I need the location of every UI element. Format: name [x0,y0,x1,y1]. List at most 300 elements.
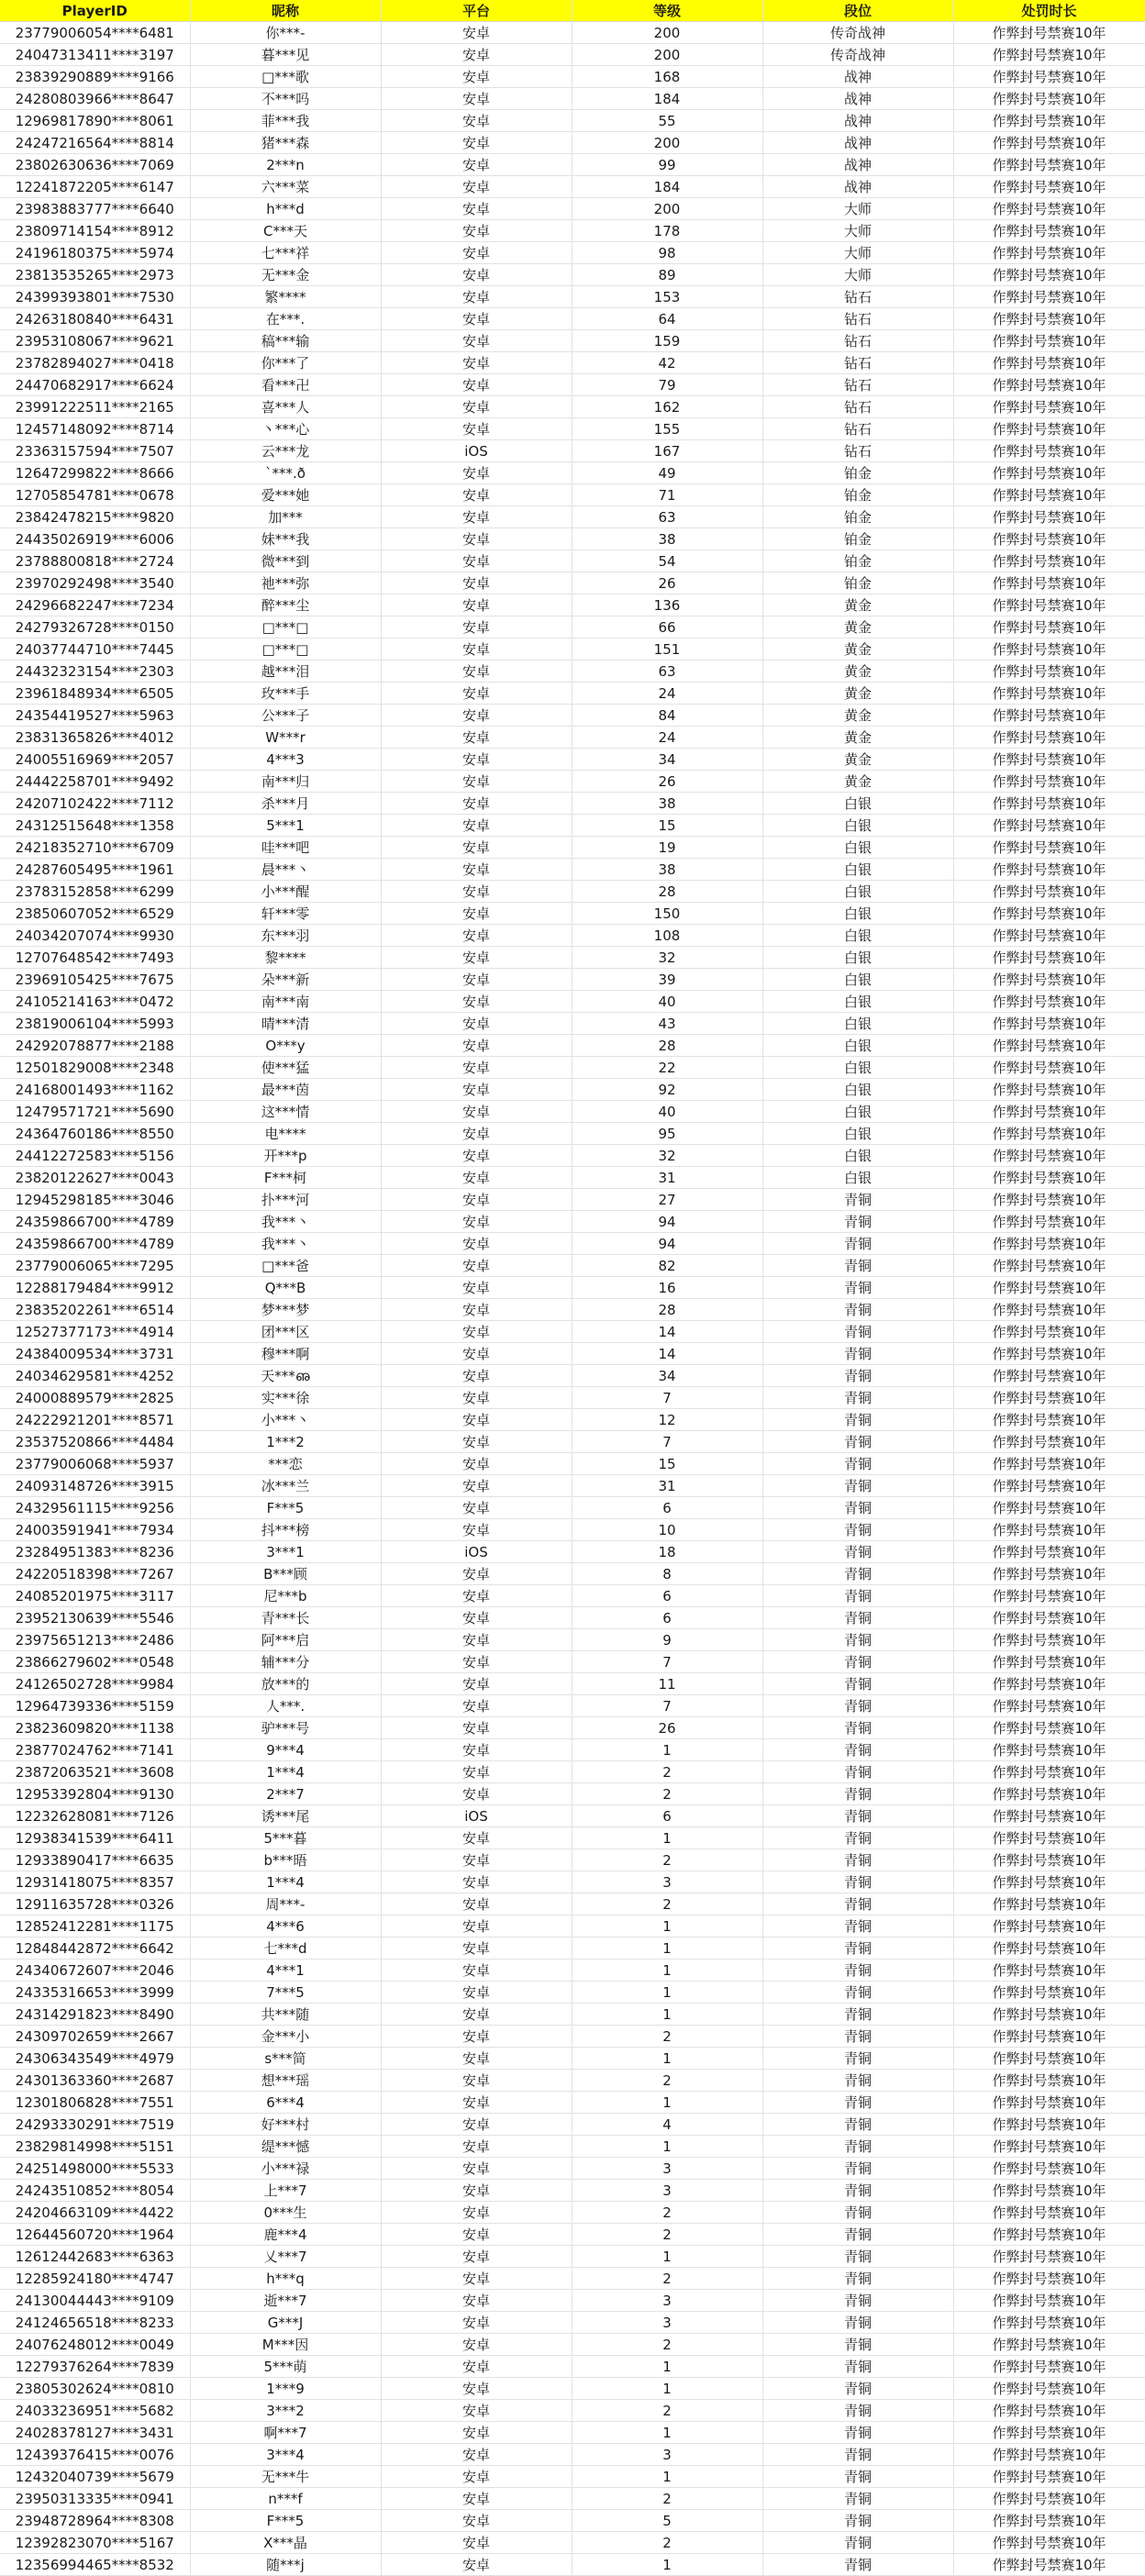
cell-platform: 安卓 [381,947,572,969]
cell-rank: 钻石 [762,330,953,352]
cell-playerid: 23820122627****0043 [0,1167,190,1189]
cell-level: 2 [572,1761,762,1783]
cell-nickname: 9***4 [190,1739,381,1761]
cell-level: 2 [572,2070,762,2092]
table-row [0,1255,1145,1277]
cell-level: 200 [572,132,762,154]
cell-nickname: 1***4 [190,1761,381,1783]
cell-platform: 安卓 [381,1365,572,1387]
table-row [0,1145,1145,1167]
cell-playerid: 24359866700****4789 [0,1211,190,1233]
cell-playerid: 24000889579****2825 [0,1387,190,1409]
cell-rank: 白银 [762,969,953,991]
cell-level: 200 [572,44,762,66]
cell-level: 79 [572,374,762,396]
table-row [0,881,1145,903]
cell-nickname: 4***3 [190,749,381,771]
cell-penalty: 作弊封号禁赛10年 [953,1982,1145,2004]
cell-rank: 铂金 [762,528,953,550]
cell-penalty: 作弊封号禁赛10年 [953,2312,1145,2334]
cell-level: 32 [572,1145,762,1167]
cell-penalty: 作弊封号禁赛10年 [953,22,1145,44]
cell-penalty: 作弊封号禁赛10年 [953,220,1145,242]
cell-playerid: 12232628081****7126 [0,1805,190,1827]
cell-platform: 安卓 [381,2224,572,2246]
table-row [0,969,1145,991]
cell-rank: 青铜 [762,1651,953,1673]
cell-platform: 安卓 [381,418,572,440]
cell-level: 98 [572,242,762,264]
cell-playerid: 23991222511****2165 [0,396,190,418]
cell-nickname: 7***5 [190,1982,381,2004]
cell-level: 2 [572,1783,762,1805]
cell-level: 2 [572,2334,762,2356]
cell-rank: 青铜 [762,2334,953,2356]
cell-nickname: 无***金 [190,264,381,286]
table-row [0,2444,1145,2466]
cell-rank: 战神 [762,132,953,154]
cell-rank: 青铜 [762,2268,953,2290]
cell-playerid: 24293330291****7519 [0,2114,190,2136]
cell-playerid: 24432323154****2303 [0,661,190,683]
cell-nickname: 妹***我 [190,528,381,550]
cell-playerid: 23823609820****1138 [0,1717,190,1739]
cell-rank: 青铜 [762,1761,953,1783]
cell-penalty: 作弊封号禁赛10年 [953,1717,1145,1739]
cell-playerid: 23779006065****7295 [0,1255,190,1277]
cell-nickname: 爱***她 [190,484,381,506]
cell-platform: 安卓 [381,1695,572,1717]
cell-rank: 白银 [762,1057,953,1079]
cell-rank: 钻石 [762,418,953,440]
cell-level: 3 [572,2158,762,2180]
cell-penalty: 作弊封号禁赛10年 [953,1805,1145,1827]
cell-level: 184 [572,88,762,110]
cell-playerid: 24279326728****0150 [0,616,190,638]
table-row [0,1431,1145,1453]
table-row [0,1519,1145,1541]
cell-penalty: 作弊封号禁赛10年 [953,1585,1145,1607]
cell-playerid: 24126502728****9984 [0,1673,190,1695]
cell-nickname: 六***菜 [190,176,381,198]
table-row [0,2136,1145,2158]
cell-penalty: 作弊封号禁赛10年 [953,1893,1145,1915]
cell-rank: 白银 [762,1123,953,1145]
cell-nickname: s***简 [190,2048,381,2070]
table-row [0,1915,1145,1938]
cell-playerid: 23779006068****5937 [0,1453,190,1475]
cell-rank: 青铜 [762,2092,953,2114]
column-header-nickname[interactable]: 昵称 [190,0,381,22]
cell-nickname: 杀***月 [190,793,381,815]
cell-penalty: 作弊封号禁赛10年 [953,2180,1145,2202]
cell-platform: 安卓 [381,220,572,242]
cell-level: 64 [572,308,762,330]
table-row [0,1475,1145,1497]
cell-playerid: 12285924180****4747 [0,2268,190,2290]
cell-penalty: 作弊封号禁赛10年 [953,198,1145,220]
cell-rank: 白银 [762,947,953,969]
table-row [0,484,1145,506]
cell-playerid: 24309702659****2667 [0,2026,190,2048]
cell-nickname: 1***9 [190,2378,381,2400]
cell-nickname: 团***区 [190,1321,381,1343]
cell-level: 63 [572,661,762,683]
cell-nickname: 繁**** [190,286,381,308]
table-row [0,1035,1145,1057]
cell-penalty: 作弊封号禁赛10年 [953,1497,1145,1519]
cell-playerid: 12647299822****8666 [0,462,190,484]
cell-platform: 安卓 [381,1277,572,1299]
cell-rank: 青铜 [762,1629,953,1651]
table-row [0,2532,1145,2554]
cell-penalty: 作弊封号禁赛10年 [953,749,1145,771]
cell-penalty: 作弊封号禁赛10年 [953,1101,1145,1123]
cell-level: 2 [572,1849,762,1871]
cell-platform: 安卓 [381,1651,572,1673]
table-row [0,1695,1145,1717]
cell-playerid: 23284951383****8236 [0,1541,190,1563]
cell-platform: 安卓 [381,1563,572,1585]
cell-penalty: 作弊封号禁赛10年 [953,1035,1145,1057]
cell-playerid: 24280803966****8647 [0,88,190,110]
cell-rank: 青铜 [762,2488,953,2510]
cell-level: 8 [572,1563,762,1585]
cell-rank: 黄金 [762,771,953,793]
cell-rank: 黄金 [762,616,953,638]
table-row [0,1387,1145,1409]
table-row [0,286,1145,308]
cell-playerid: 12288179484****9912 [0,1277,190,1299]
cell-platform: 安卓 [381,2466,572,2488]
cell-nickname: ***恋 [190,1453,381,1475]
cell-level: 54 [572,550,762,572]
cell-platform: 安卓 [381,2290,572,2312]
cell-nickname: 玫***手 [190,683,381,705]
cell-nickname: 6***4 [190,2092,381,2114]
cell-nickname: M***因 [190,2334,381,2356]
table-row [0,1982,1145,2004]
cell-level: 66 [572,616,762,638]
cell-level: 34 [572,749,762,771]
cell-penalty: 作弊封号禁赛10年 [953,1167,1145,1189]
cell-level: 1 [572,2092,762,2114]
cell-platform: 安卓 [381,683,572,705]
cell-level: 6 [572,1497,762,1519]
cell-level: 24 [572,727,762,749]
cell-level: 99 [572,154,762,176]
cell-platform: 安卓 [381,1387,572,1409]
cell-penalty: 作弊封号禁赛10年 [953,616,1145,638]
cell-platform: 安卓 [381,396,572,418]
cell-penalty: 作弊封号禁赛10年 [953,925,1145,947]
column-header-platform[interactable]: 平台 [381,0,572,22]
table-row [0,1651,1145,1673]
table-row [0,2510,1145,2532]
cell-penalty: 作弊封号禁赛10年 [953,374,1145,396]
cell-penalty: 作弊封号禁赛10年 [953,1695,1145,1717]
cell-platform: 安卓 [381,2532,572,2554]
cell-penalty: 作弊封号禁赛10年 [953,1519,1145,1541]
cell-penalty: 作弊封号禁赛10年 [953,2268,1145,2290]
cell-rank: 白银 [762,1167,953,1189]
cell-penalty: 作弊封号禁赛10年 [953,1321,1145,1343]
cell-playerid: 12527377173****4914 [0,1321,190,1343]
cell-nickname: 云***龙 [190,440,381,462]
cell-platform: 安卓 [381,1938,572,1960]
table-row [0,1541,1145,1563]
cell-rank: 青铜 [762,1783,953,1805]
cell-playerid: 24076248012****0049 [0,2334,190,2356]
cell-platform: 安卓 [381,66,572,88]
cell-rank: 青铜 [762,2554,953,2576]
cell-platform: 安卓 [381,1057,572,1079]
cell-platform: 安卓 [381,1673,572,1695]
table-row [0,991,1145,1013]
cell-penalty: 作弊封号禁赛10年 [953,1651,1145,1673]
table-row [0,1805,1145,1827]
table-row [0,1057,1145,1079]
cell-penalty: 作弊封号禁赛10年 [953,2290,1145,2312]
cell-playerid: 12501829008****2348 [0,1057,190,1079]
cell-nickname: 上***7 [190,2180,381,2202]
cell-penalty: 作弊封号禁赛10年 [953,2378,1145,2400]
cell-penalty: 作弊封号禁赛10年 [953,2048,1145,2070]
cell-platform: 安卓 [381,88,572,110]
cell-nickname: 越***泪 [190,661,381,683]
table-row [0,418,1145,440]
cell-penalty: 作弊封号禁赛10年 [953,1783,1145,1805]
cell-penalty: 作弊封号禁赛10年 [953,132,1145,154]
cell-rank: 黄金 [762,683,953,705]
cell-penalty: 作弊封号禁赛10年 [953,1960,1145,1982]
cell-playerid: 24124656518****8233 [0,2312,190,2334]
cell-nickname: 冰***兰 [190,1475,381,1497]
cell-platform: 安卓 [381,749,572,771]
cell-level: 1 [572,2004,762,2026]
table-row [0,2114,1145,2136]
table-row [0,2048,1145,2070]
table-row [0,242,1145,264]
cell-penalty: 作弊封号禁赛10年 [953,1739,1145,1761]
table-row [0,1783,1145,1805]
table-row [0,66,1145,88]
cell-nickname: 七***祥 [190,242,381,264]
cell-playerid: 12644560720****1964 [0,2224,190,2246]
cell-rank: 青铜 [762,2356,953,2378]
cell-nickname: 加*** [190,506,381,528]
cell-platform: 安卓 [381,1233,572,1255]
cell-penalty: 作弊封号禁赛10年 [953,1255,1145,1277]
cell-penalty: 作弊封号禁赛10年 [953,550,1145,572]
column-header-rank[interactable]: 段位 [762,0,953,22]
cell-platform: 安卓 [381,2378,572,2400]
cell-level: 1 [572,1915,762,1938]
cell-platform: 安卓 [381,44,572,66]
cell-platform: 安卓 [381,793,572,815]
cell-nickname: h***q [190,2268,381,2290]
cell-level: 82 [572,1255,762,1277]
cell-platform: iOS [381,440,572,462]
cell-playerid: 24034207074****9930 [0,925,190,947]
cell-playerid: 24168001493****1162 [0,1079,190,1101]
cell-penalty: 作弊封号禁赛10年 [953,264,1145,286]
cell-penalty: 作弊封号禁赛10年 [953,594,1145,616]
cell-rank: 白银 [762,1101,953,1123]
cell-penalty: 作弊封号禁赛10年 [953,286,1145,308]
cell-rank: 青铜 [762,2510,953,2532]
table-row [0,550,1145,572]
cell-level: 26 [572,572,762,594]
cell-nickname: 小***醒 [190,881,381,903]
cell-playerid: 24047313411****3197 [0,44,190,66]
cell-playerid: 23850607052****6529 [0,903,190,925]
cell-nickname: 公***子 [190,705,381,727]
cell-level: 162 [572,396,762,418]
cell-platform: 安卓 [381,308,572,330]
cell-level: 153 [572,286,762,308]
cell-penalty: 作弊封号禁赛10年 [953,2004,1145,2026]
cell-penalty: 作弊封号禁赛10年 [953,1431,1145,1453]
cell-nickname: 3***4 [190,2444,381,2466]
cell-level: 16 [572,1277,762,1299]
cell-playerid: 12911635728****0326 [0,1893,190,1915]
cell-platform: 安卓 [381,2004,572,2026]
cell-level: 2 [572,2202,762,2224]
cell-playerid: 12933890417****6635 [0,1849,190,1871]
cell-rank: 战神 [762,66,953,88]
cell-nickname: 使***猛 [190,1057,381,1079]
cell-nickname: 穆***啊 [190,1343,381,1365]
cell-playerid: 24196180375****5974 [0,242,190,264]
cell-level: 6 [572,1607,762,1629]
cell-playerid: 24364760186****8550 [0,1123,190,1145]
column-header-playerid[interactable]: PlayerID [0,0,190,22]
cell-playerid: 24292078877****2188 [0,1035,190,1057]
cell-level: 3 [572,2444,762,2466]
column-header-penalty[interactable]: 处罚时长 [953,0,1145,22]
cell-rank: 铂金 [762,572,953,594]
cell-playerid: 12432040739****5679 [0,2466,190,2488]
cell-rank: 钻石 [762,374,953,396]
cell-platform: 安卓 [381,1497,572,1519]
cell-rank: 白银 [762,793,953,815]
table-row [0,1167,1145,1189]
cell-platform: 安卓 [381,616,572,638]
cell-level: 1 [572,2356,762,2378]
cell-playerid: 24306343549****4979 [0,2048,190,2070]
cell-level: 38 [572,528,762,550]
cell-rank: 青铜 [762,1321,953,1343]
cell-playerid: 23788800818****2724 [0,550,190,572]
cell-playerid: 23975651213****2486 [0,1629,190,1651]
cell-platform: 安卓 [381,1629,572,1651]
cell-playerid: 23948728964****8308 [0,2510,190,2532]
cell-penalty: 作弊封号禁赛10年 [953,1541,1145,1563]
cell-playerid: 12848442872****6642 [0,1938,190,1960]
cell-platform: 安卓 [381,1849,572,1871]
cell-penalty: 作弊封号禁赛10年 [953,1673,1145,1695]
cell-penalty: 作弊封号禁赛10年 [953,969,1145,991]
cell-penalty: 作弊封号禁赛10年 [953,1233,1145,1255]
column-header-level[interactable]: 等级 [572,0,762,22]
cell-nickname: 缇***憾 [190,2136,381,2158]
cell-platform: 安卓 [381,1035,572,1057]
cell-playerid: 23813535265****2973 [0,264,190,286]
cell-rank: 白银 [762,1145,953,1167]
cell-level: 22 [572,1057,762,1079]
cell-platform: iOS [381,1805,572,1827]
cell-platform: 安卓 [381,374,572,396]
cell-rank: 青铜 [762,2422,953,2444]
cell-rank: 白银 [762,815,953,837]
cell-rank: 黄金 [762,727,953,749]
cell-platform: 安卓 [381,2180,572,2202]
cell-rank: 青铜 [762,1497,953,1519]
cell-level: 1 [572,1827,762,1849]
table-row [0,264,1145,286]
cell-level: 167 [572,440,762,462]
cell-platform: 安卓 [381,264,572,286]
table-row [0,2488,1145,2510]
cell-platform: 安卓 [381,528,572,550]
cell-level: 63 [572,506,762,528]
table-row [0,1585,1145,1607]
cell-platform: 安卓 [381,286,572,308]
cell-platform: 安卓 [381,771,572,793]
cell-penalty: 作弊封号禁赛10年 [953,1629,1145,1651]
cell-nickname: 电**** [190,1123,381,1145]
cell-level: 34 [572,1365,762,1387]
cell-nickname: 黎**** [190,947,381,969]
table-row [0,1101,1145,1123]
cell-platform: 安卓 [381,1585,572,1607]
table-row [0,2400,1145,2422]
cell-playerid: 12279376264****7839 [0,2356,190,2378]
cell-level: 1 [572,2246,762,2268]
cell-playerid: 23782894027****0418 [0,352,190,374]
cell-nickname: 0***生 [190,2202,381,2224]
cell-playerid: 24105214163****0472 [0,991,190,1013]
cell-nickname: 在***. [190,308,381,330]
cell-rank: 战神 [762,154,953,176]
cell-playerid: 12479571721****5690 [0,1101,190,1123]
cell-nickname: 微***到 [190,550,381,572]
cell-platform: 安卓 [381,330,572,352]
table-row [0,903,1145,925]
cell-nickname: 轩***零 [190,903,381,925]
cell-rank: 战神 [762,110,953,132]
cell-level: 55 [572,110,762,132]
cell-level: 38 [572,859,762,881]
cell-platform: 安卓 [381,2554,572,2576]
cell-playerid: 23802630636****7069 [0,154,190,176]
cell-platform: 安卓 [381,1013,572,1035]
cell-playerid: 23835202261****6514 [0,1299,190,1321]
cell-penalty: 作弊封号禁赛10年 [953,815,1145,837]
cell-nickname: 看***卍 [190,374,381,396]
cell-platform: 安卓 [381,2510,572,2532]
cell-platform: 安卓 [381,2422,572,2444]
cell-level: 3 [572,2180,762,2202]
cell-platform: 安卓 [381,154,572,176]
cell-platform: 安卓 [381,859,572,881]
cell-nickname: 朵***新 [190,969,381,991]
cell-nickname: 祂***弥 [190,572,381,594]
cell-nickname: 乂***7 [190,2246,381,2268]
cell-rank: 青铜 [762,2026,953,2048]
cell-rank: 青铜 [762,2180,953,2202]
